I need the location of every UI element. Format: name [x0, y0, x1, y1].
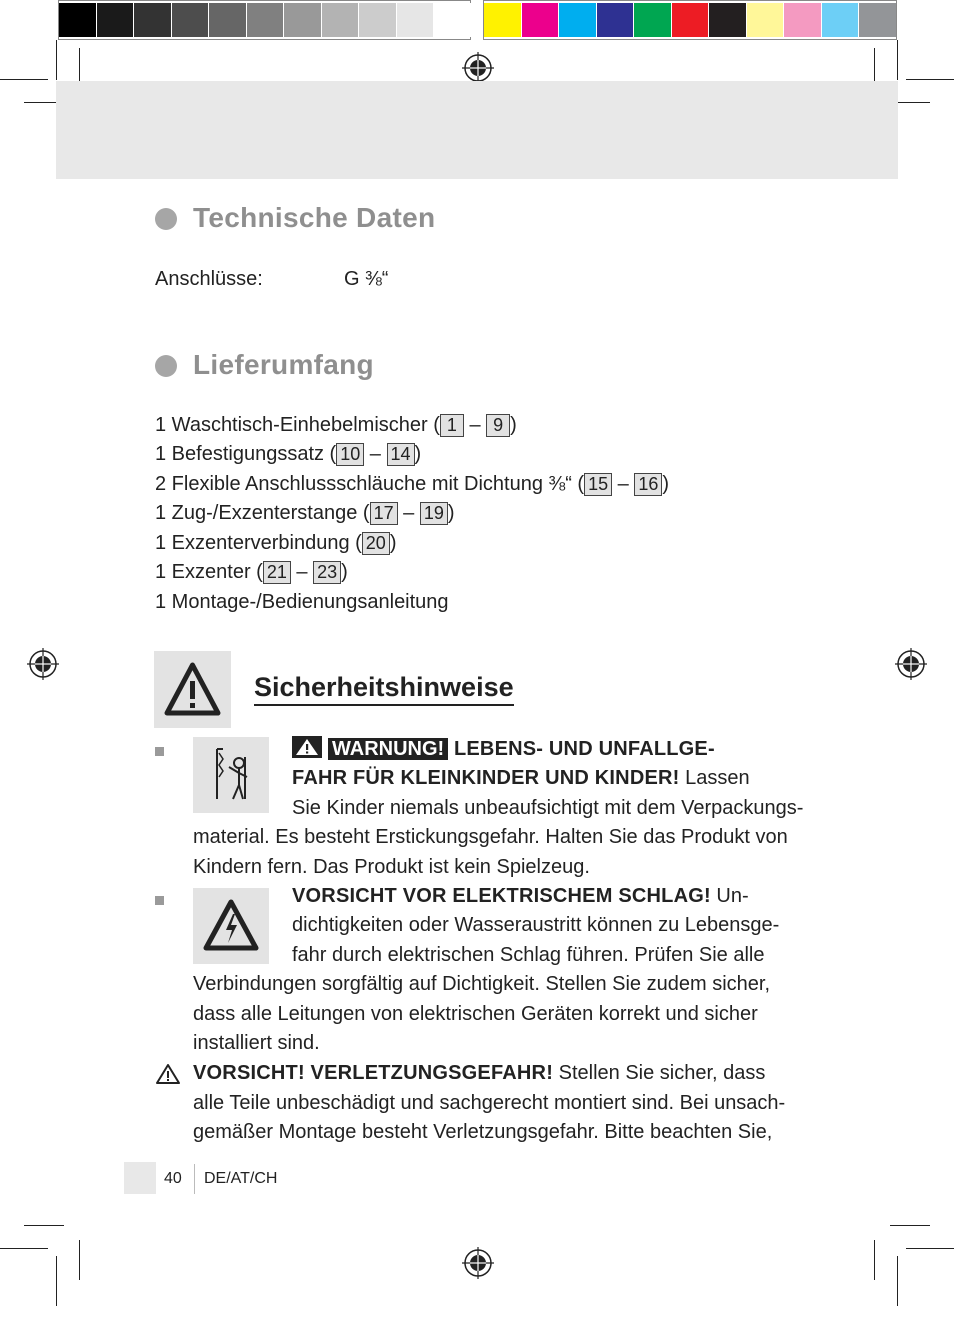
electric-icon-box [193, 888, 269, 964]
process-swatch [822, 3, 859, 37]
warning-3-line2: alle Teile unbeschädigt und sachgerecht montiert sind. Bei unsach- [193, 1092, 786, 1114]
crop-mark [890, 1225, 930, 1226]
list-item: 1 Exzenter ( 21 – 23 ) [155, 561, 348, 583]
gray-swatch [434, 3, 471, 37]
process-swatch [634, 3, 671, 37]
list-item: 1 Montage-/Bedienungsanleitung [155, 591, 449, 613]
crop-mark [906, 1248, 954, 1249]
gray-swatch [134, 3, 171, 37]
warning-2-line3: fahr durch elektrischen Schlag führen. Prüfen Sie alle [292, 944, 765, 966]
process-swatch [784, 3, 821, 37]
warning-1-text: WARNUNG! LEBENS- UND UNFALLGE- [292, 735, 812, 768]
part-number: 9 [486, 414, 510, 437]
crop-mark [56, 1256, 57, 1306]
section-bullet [155, 208, 177, 230]
warning-small-icon [292, 736, 322, 768]
part-number: 21 [263, 561, 291, 584]
crop-mark [0, 1248, 48, 1249]
process-swatch [484, 3, 521, 37]
warning-1-line5: Kindern fern. Das Produkt ist kein Spielzeug. [193, 856, 590, 878]
header-band [56, 81, 898, 179]
part-number: 17 [370, 502, 398, 525]
caution-triangle-icon [155, 1063, 181, 1085]
list-item: 1 Waschtisch-Einhebelmischer ( 1 – 9 ) [155, 414, 517, 436]
crop-mark [24, 1225, 64, 1226]
part-number: 10 [336, 443, 364, 466]
warning-3-line3: gemäßer Montage besteht Verletzungsgefahr. Bitte beachten Sie, [193, 1121, 773, 1143]
warnung-label: WARNUNG! [328, 738, 448, 760]
process-swatch [559, 3, 596, 37]
part-number: 19 [420, 502, 448, 525]
list-item: 2 Flexible Anschlussschläuche mit Dichtung ⅜“ ( 15 – 16 ) [155, 473, 670, 495]
list-item: 1 Befestigungssatz ( 10 – 14 ) [155, 443, 422, 465]
registration-mark-bottom [460, 1245, 496, 1281]
anschluesse-value: G ⅜“ [344, 268, 389, 290]
process-swatch [747, 3, 784, 37]
part-number: 23 [313, 561, 341, 584]
anschluesse-label: Anschlüsse: [155, 268, 263, 290]
warning-2-line4: Verbindungen sorgfältig auf Dichtigkeit. Stellen Sie zudem sicher, [193, 973, 771, 995]
warning-1-line2: FAHR FÜR KLEINKINDER UND KINDER! Lassen [292, 767, 750, 789]
registration-mark-right [893, 646, 929, 682]
list-bullet [155, 896, 164, 905]
crop-mark [56, 40, 57, 80]
crop-mark [79, 1240, 80, 1280]
child-icon-box [193, 737, 269, 813]
section-bullet [155, 355, 177, 377]
process-swatch [522, 3, 559, 37]
part-number: 14 [387, 443, 415, 466]
part-number: 1 [440, 414, 464, 437]
process-swatch [672, 3, 709, 37]
footer-lang: DE/AT/CH [204, 1170, 278, 1187]
process-swatch [709, 3, 746, 37]
part-number: 16 [634, 473, 662, 496]
warning-triangle-box [154, 651, 231, 728]
list-item: 1 Zug-/Exzenterstange ( 17 – 19 ) [155, 502, 455, 524]
sicherheitshinweise-heading: Sicherheitshinweise [254, 672, 514, 706]
process-swatch [859, 3, 896, 37]
gray-swatch [247, 3, 284, 37]
electric-shock-icon [193, 888, 269, 964]
gray-swatch [97, 3, 134, 37]
footer-box [124, 1162, 156, 1194]
part-number: 15 [584, 473, 612, 496]
warning-1-line3: Sie Kinder niemals unbeaufsichtigt mit dem Verpackungs- [292, 797, 804, 819]
warning-2-line1: VORSICHT VOR ELEKTRISCHEM SCHLAG! Un- [292, 885, 749, 907]
gray-swatch [359, 3, 396, 37]
warning-triangle-icon [154, 651, 231, 728]
warning-1-line4: material. Es besteht Erstickungsgefahr. Halten Sie das Produkt von [193, 826, 788, 848]
gray-swatch [172, 3, 209, 37]
lieferumfang-heading: Lieferumfang [193, 349, 374, 380]
gray-swatch [59, 3, 96, 37]
footer-separator [194, 1164, 195, 1194]
technische-daten-heading: Technische Daten [193, 202, 436, 233]
part-number: 20 [362, 532, 390, 555]
gray-swatch [322, 3, 359, 37]
crop-mark [906, 79, 954, 80]
process-swatch [597, 3, 634, 37]
registration-mark-left [25, 646, 61, 682]
gray-swatch [209, 3, 246, 37]
process-color-bar [483, 0, 897, 40]
gray-swatch [397, 3, 434, 37]
crop-mark [874, 1240, 875, 1280]
crop-mark [897, 1256, 898, 1306]
grayscale-color-bar [58, 0, 471, 40]
warning-2-line2: dichtigkeiten oder Wasseraustritt können zu Lebensge- [292, 914, 780, 936]
page-number: 40 [164, 1170, 182, 1187]
warning-2-line6: installiert sind. [193, 1032, 320, 1054]
warning-3-line1: VORSICHT! VERLETZUNGSGEFAHR! Stellen Sie sicher, dass [193, 1062, 766, 1084]
crop-mark [897, 40, 898, 80]
gray-swatch [284, 3, 321, 37]
list-item: 1 Exzenterverbindung ( 20 ) [155, 532, 397, 554]
list-bullet [155, 747, 164, 756]
crop-mark [0, 79, 48, 80]
child-warning-icon [193, 737, 269, 813]
warning-2-line5: dass alle Leitungen von elektrischen Geräten korrekt und sicher [193, 1003, 758, 1025]
